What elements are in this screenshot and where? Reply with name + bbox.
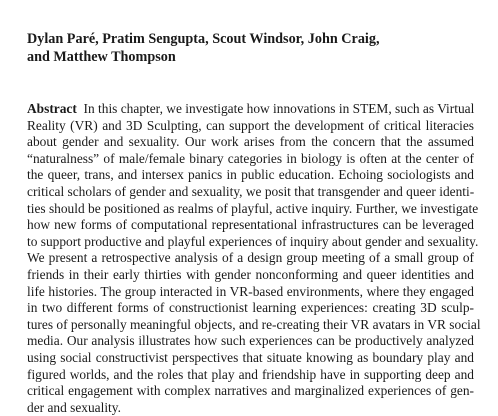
abstract-line: using social constructivist perspectives that situate knowing as boundary play and <box>27 349 474 365</box>
abstract-line: der and sexuality. <box>27 399 121 415</box>
abstract-line: critical scholars of gender and sexuality, we posit that transgender and queer identi- <box>27 183 475 199</box>
author-line-2: and Matthew Thompson <box>27 48 176 65</box>
abstract <box>27 101 481 416</box>
abstract-label: Abstract <box>27 101 77 116</box>
abstract-line: We present a retrospective analysis of a design group meeting of a small group of <box>27 250 474 266</box>
abstract-line-text: In this chapter, we investigate how innovations in STEM, such as Virtual <box>83 101 475 116</box>
author-line-1: Dylan Paré, Pratim Sengupta, Scout Windsor, John Craig, <box>27 31 380 47</box>
abstract-line: to support productive and playful experiences of inquiry about gender and sexuality. <box>27 233 479 249</box>
abstract-line: friends in their early thirties with gender nonconforming and queer identities and <box>27 266 474 282</box>
author-list <box>27 31 477 66</box>
abstract-line: in two different forms of constructionist learning experiences: creating 3D sculp- <box>27 300 474 316</box>
abstract-line: ties should be positioned as realms of playful, active inquiry. Further, we investigate <box>27 200 479 216</box>
abstract-line: “naturalness” of male/female binary categories in biology is often at the center of <box>27 150 474 166</box>
abstract-line: figured worlds, and the roles that play and friendship have in supporting deep and <box>27 366 474 382</box>
abstract-line: media. Our analysis illustrates how such experiences can be productively analyzed <box>27 333 474 349</box>
abstract-line: Reality (VR) and 3D Sculpting, can support the development of critical literacies <box>27 117 474 133</box>
abstract-line: how new forms of computational representational infrastructures can be leveraged <box>27 217 474 233</box>
abstract-line <box>27 101 474 118</box>
abstract-line: the queer, trans, and intersex panics in public education. Echoing sociologists and <box>27 167 474 183</box>
abstract-line: life histories. The group interacted in VR-based environments, where they engaged <box>27 283 474 299</box>
abstract-line: critical engagement with complex narratives and marginalized experiences of gen- <box>27 383 474 399</box>
abstract-line: tures of personally meaningful objects, and re-creating their VR avatars in VR social <box>27 316 481 332</box>
abstract-line: about gender and sexuality. Our work arises from the concern that the assumed <box>27 134 474 150</box>
